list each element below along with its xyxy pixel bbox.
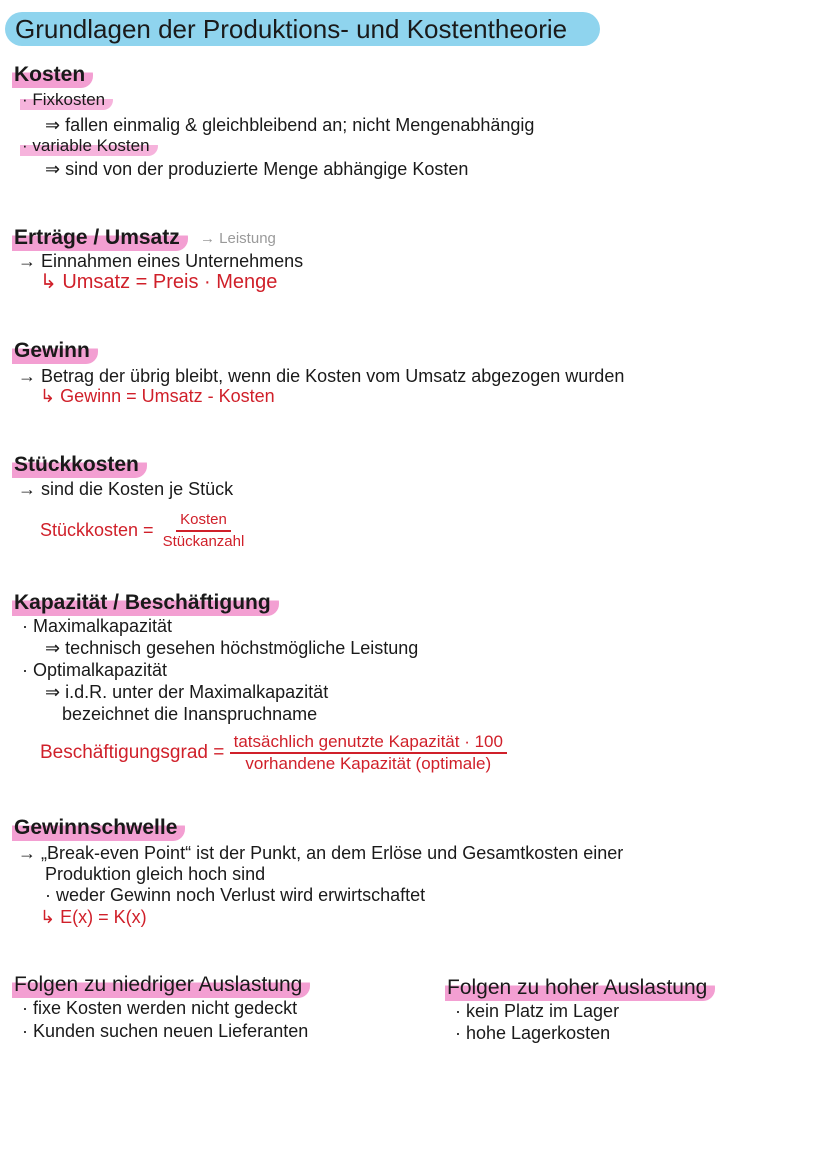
note-leistung: → Leistung [200, 230, 276, 247]
fraction [230, 732, 507, 774]
list-item: · Kunden suchen neuen Lieferanten [22, 1021, 309, 1041]
heading-niedrige-auslastung: Folgen zu niedriger Auslastung [12, 972, 310, 998]
desc-line-2: Produktion gleich hoch sind [45, 864, 266, 884]
heading-stueckkosten: Stückkosten [12, 452, 147, 478]
denominator: Stückanzahl [162, 533, 245, 550]
label-optimalkapazitaet: · Optimalkapazität [22, 660, 168, 680]
formula-beschaeftigungsgrad [40, 732, 507, 774]
fraction [159, 510, 249, 552]
heading-gewinn: Gewinn [12, 338, 98, 364]
list-item: · hohe Lagerkosten [455, 1023, 611, 1043]
heading-ertraege: Erträge / Umsatz [12, 225, 188, 251]
desc-fixkosten: ⇒ fallen einmalig & gleichbleibend an; nicht Mengenabhängig [45, 115, 535, 135]
label-fixkosten: · Fixkosten [20, 90, 113, 110]
formula-umsatz: ↳ Umsatz = Preis · Menge [40, 271, 278, 293]
numerator: tatsächlich genutzte Kapazität · 100 [230, 732, 507, 754]
desc-optimalkapazitaet-1: ⇒ i.d.R. unter der Maximalkapazität [45, 682, 329, 702]
list-item: · fixe Kosten werden nicht gedeckt [22, 998, 298, 1018]
formula-stueckkosten [40, 510, 248, 552]
heading-kosten: Kosten [12, 62, 93, 88]
desc-ertraege: → Einnahmen eines Unternehmens [18, 251, 304, 271]
label-variable-kosten: · variable Kosten [20, 136, 158, 156]
label-maximalkapazitaet: · Maximalkapazität [22, 616, 173, 636]
desc-variable-kosten: ⇒ sind von der produzierte Menge abhängige Kosten [45, 159, 469, 179]
desc-maximalkapazitaet: ⇒ technisch gesehen höchstmögliche Leistung [45, 638, 419, 658]
heading-gewinnschwelle: Gewinnschwelle [12, 815, 185, 841]
desc-line-1: → „Break-even Point“ ist der Punkt, an dem Erlöse und Gesamtkosten einer [18, 843, 624, 863]
list-item: · kein Platz im Lager [455, 1001, 620, 1021]
formula-break-even: ↳ E(x) = K(x) [40, 907, 147, 927]
formula-label: Stückkosten = [40, 519, 154, 540]
page-title: Grundlagen der Produktions- und Kostentheorie [5, 12, 600, 46]
desc-stueckkosten: → sind die Kosten je Stück [18, 479, 234, 499]
desc-gewinn: → Betrag der übrig bleibt, wenn die Kosten vom Umsatz abgezogen wurden [18, 366, 625, 386]
denominator: vorhandene Kapazität (optimale) [245, 754, 492, 773]
numerator: Kosten [176, 510, 231, 532]
heading-kapazitaet: Kapazität / Beschäftigung [12, 590, 279, 616]
heading-hohe-auslastung: Folgen zu hoher Auslastung [445, 975, 715, 1001]
formula-label: Beschäftigungsgrad = [40, 742, 225, 764]
desc-line-3: · weder Gewinn noch Verlust wird erwirtschaftet [45, 885, 426, 905]
desc-optimalkapazitaet-2: bezeichnet die Inanspruchname [62, 704, 318, 724]
formula-gewinn: ↳ Gewinn = Umsatz - Kosten [40, 386, 275, 406]
